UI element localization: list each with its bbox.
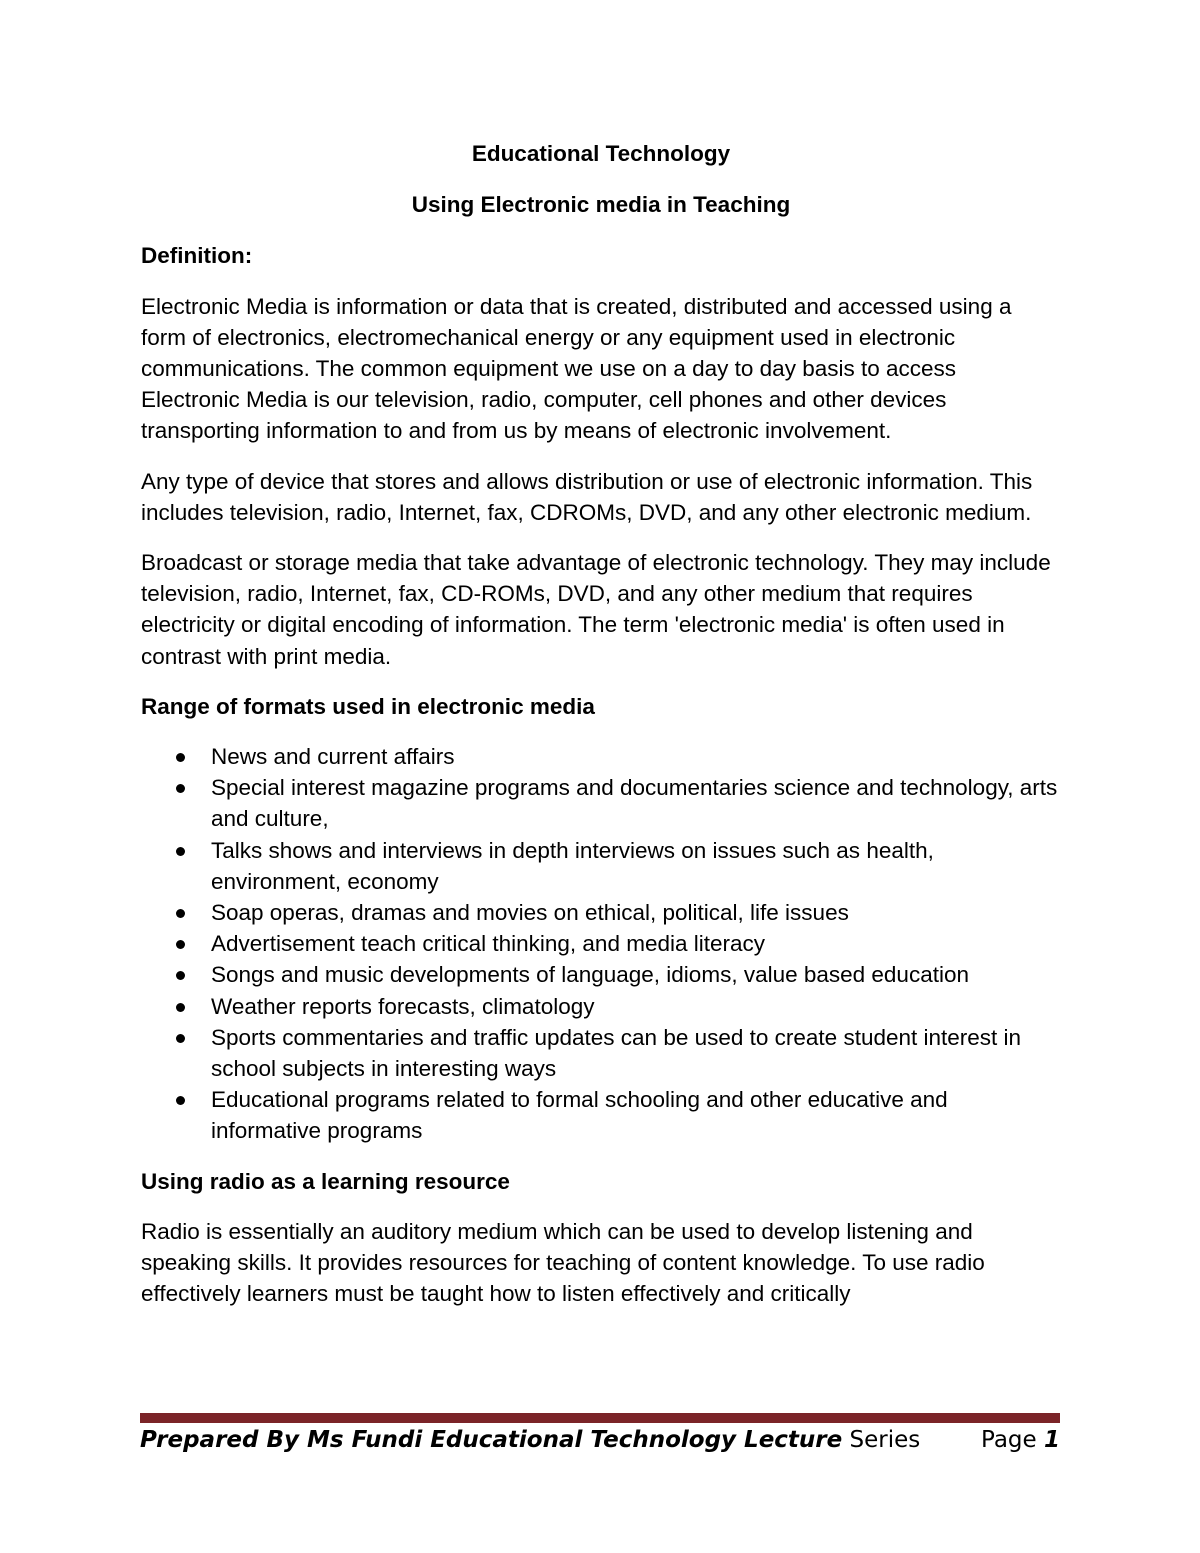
list-item-text: Special interest magazine programs and documentaries science and technology, arts and culture,	[211, 775, 1058, 832]
list-item	[141, 991, 1061, 1022]
bullet-icon	[176, 1096, 185, 1105]
list-item-text: Sports commentaries and traffic updates can be used to create student interest in school subjects in interesting ways	[211, 1024, 1022, 1082]
list-item	[141, 1084, 1061, 1146]
formats-heading: Range of formats used in electronic media	[141, 693, 595, 719]
document-title: Educational Technology	[471, 141, 731, 166]
list-item	[141, 741, 1061, 772]
page-footer	[140, 1427, 1060, 1453]
list-item-text: News and current affairs	[211, 744, 455, 770]
page-label: Page	[980, 1427, 1044, 1453]
paragraph-3: Broadcast or storage media that take advantage of electronic technology. They may include television, radio, Internet, fax, CD-ROMs, DVD, and any other medium that requires electricity or digital encoding of information. The term 'electronic media' is often used in contrast with print media.	[141, 550, 1051, 669]
paragraph-1: Electronic Media is information or data that is created, distributed and accessed using a form of electronics, electromechanical energy or any equipment used in electronic communications. The common equipment we use on a day to day basis to access Electronic Media is our television, radio, computer, cell phones and other devices transporting information to and from us by means of electronic involvement.	[141, 293, 1012, 444]
page-content	[141, 138, 1061, 1329]
list-item	[141, 897, 1061, 928]
bullet-icon	[176, 1003, 185, 1012]
list-item-text: Songs and music developments of language, idioms, value based education	[211, 962, 969, 988]
bullet-icon	[176, 847, 185, 856]
paragraph-2: Any type of device that stores and allows distribution or use of electronic information. This includes television, radio, Internet, fax, CDROMs, DVD, and any other electronic medium.	[141, 468, 1033, 525]
definition-heading: Definition:	[141, 243, 253, 269]
list-item-text: Weather reports forecasts, climatology	[211, 993, 595, 1019]
radio-paragraph: Radio is essentially an auditory medium which can be used to develop listening and speaking skills. It provides resources for teaching of content knowledge. To use radio effectively learners must be taught how to listen effectively and critically	[141, 1218, 985, 1307]
bullet-icon	[176, 940, 185, 949]
list-item	[141, 835, 1061, 897]
page-number	[981, 1427, 1060, 1453]
bullet-icon	[176, 971, 185, 980]
list-item	[141, 959, 1061, 990]
footer-credit-series: Series	[842, 1427, 921, 1453]
list-item-text: Talks shows and interviews in depth interviews on issues such as health, environment, economy	[211, 837, 934, 894]
list-item	[141, 772, 1061, 834]
list-item-text: Advertisement teach critical thinking, and media literacy	[211, 931, 766, 957]
bullet-icon	[176, 784, 185, 793]
footer-credit-italic: Prepared By Ms Fundi Educational Technology Lecture	[140, 1427, 843, 1453]
radio-heading: Using radio as a learning resource	[141, 1168, 510, 1194]
bullet-icon	[176, 1034, 185, 1043]
footer-credit	[140, 1427, 920, 1453]
bullet-icon	[176, 909, 185, 918]
page-number-value: 1	[1043, 1427, 1060, 1453]
list-item	[141, 1022, 1061, 1084]
bullet-icon	[176, 753, 185, 762]
list-item-text: Soap operas, dramas and movies on ethical, political, life issues	[211, 900, 849, 926]
footer-divider	[140, 1413, 1060, 1423]
list-item	[141, 928, 1061, 959]
formats-list	[141, 741, 1061, 1147]
document-subtitle: Using Electronic media in Teaching	[411, 192, 791, 218]
list-item-text: Educational programs related to formal schooling and other educative and informative programs	[211, 1087, 948, 1144]
